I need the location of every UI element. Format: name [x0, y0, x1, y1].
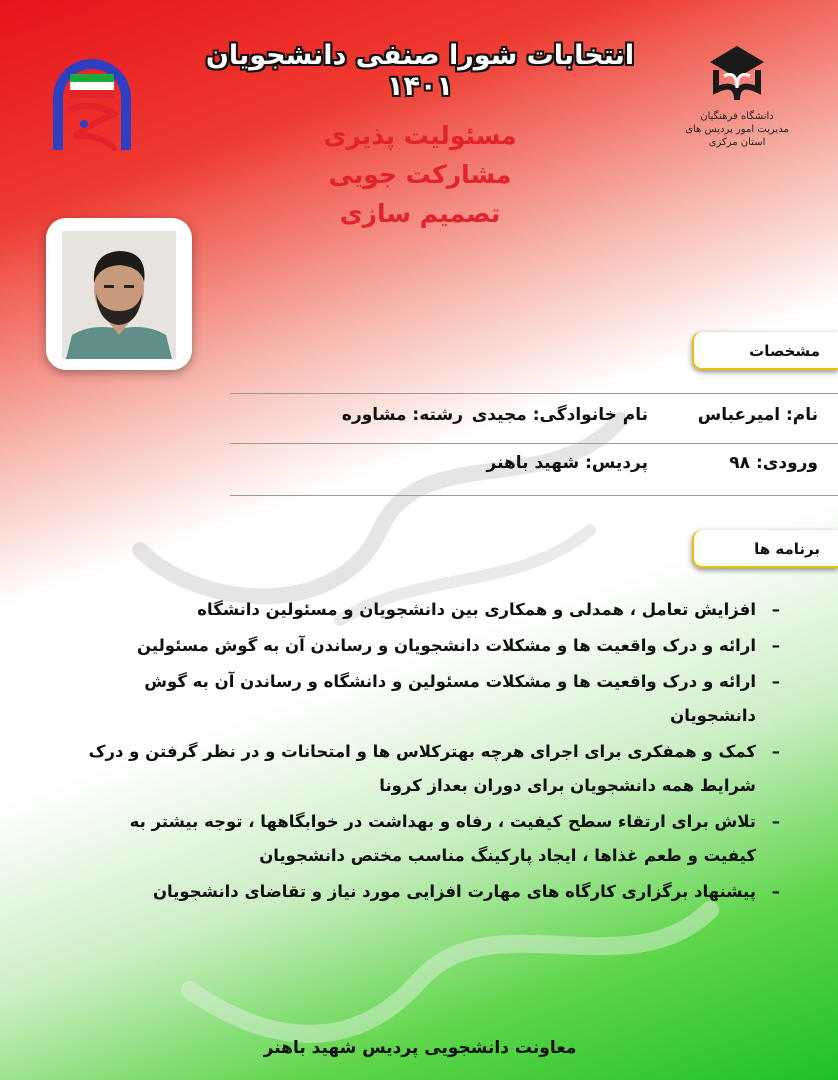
- program-item: – پیشنهاد برگزاری کارگاه های مهارت افزایی مورد نیاز و تقاضای دانشجویان: [80, 875, 780, 909]
- last-name: نام خانوادگی: مجیدی: [471, 405, 648, 425]
- programs-list: [80, 593, 780, 911]
- slogan-responsibility: مسئولیت پذیری: [323, 121, 517, 150]
- candidate-photo-card: [46, 218, 192, 370]
- programs-section-label: برنامه ها: [754, 540, 820, 558]
- program-item: – ارائه و درک واقعیت ها و مشکلات دانشجویان و رساندن آن به گوش مسئولین: [80, 629, 780, 663]
- program-item: – تلاش برای ارتقاء سطح کیفیت ، رفاه و بهداشت در خوابگاهها ، توجه بیشتر به کیفیت و طعم غذاها ، ایجاد پارکینگ مناسب مختص دانشجویان: [80, 805, 780, 873]
- slogans: [270, 116, 570, 233]
- page-title: انتخابات شورا صنفی دانشجویان ۱۴۰۱: [205, 40, 635, 102]
- divider-middle: [230, 443, 838, 444]
- major: رشته: مشاوره: [341, 405, 463, 425]
- divider-top: [230, 393, 838, 394]
- slogan-decision-making: تصمیم سازی: [339, 199, 501, 228]
- slogan-participation: مشارکت جویی: [328, 160, 512, 189]
- profile-section-tab: [692, 332, 838, 370]
- university-name: دانشگاه فرهنگیان: [700, 111, 774, 122]
- programs-section-tab: [692, 530, 838, 568]
- entry-year: ورودی: ۹۸: [729, 453, 818, 473]
- footer-signature: معاونت دانشجویی پردیس شهید باهنر: [263, 1038, 577, 1058]
- program-item: – افزایش تعامل ، همدلی و همکاری بین دانشجویان و مسئولین دانشگاه: [80, 593, 780, 627]
- university-subtitle: مدیریت امور پردیس های استان مرکزی: [685, 124, 789, 148]
- first-name: نام: امیرعباس: [697, 405, 818, 425]
- university-logo: [672, 40, 802, 160]
- program-item: – ارائه و درک واقعیت ها و مشکلات مسئولین و دانشگاه و رساندن آن به گوش دانشجویان: [80, 665, 780, 733]
- program-item: – کمک و همفکری برای اجرای هرچه بهترکلاس ها و امتحانات و در نظر گرفتن و درک شرایط همه دانشجویان برای دوران بعداز کرونا: [80, 735, 780, 803]
- profile-section-label: مشخصات: [749, 342, 820, 360]
- campus: پردیس: شهید باهنر: [486, 453, 648, 473]
- divider-bottom: [230, 495, 838, 496]
- council-logo: [44, 50, 140, 160]
- candidate-photo: [62, 231, 176, 359]
- book-emblem-icon: [702, 40, 772, 106]
